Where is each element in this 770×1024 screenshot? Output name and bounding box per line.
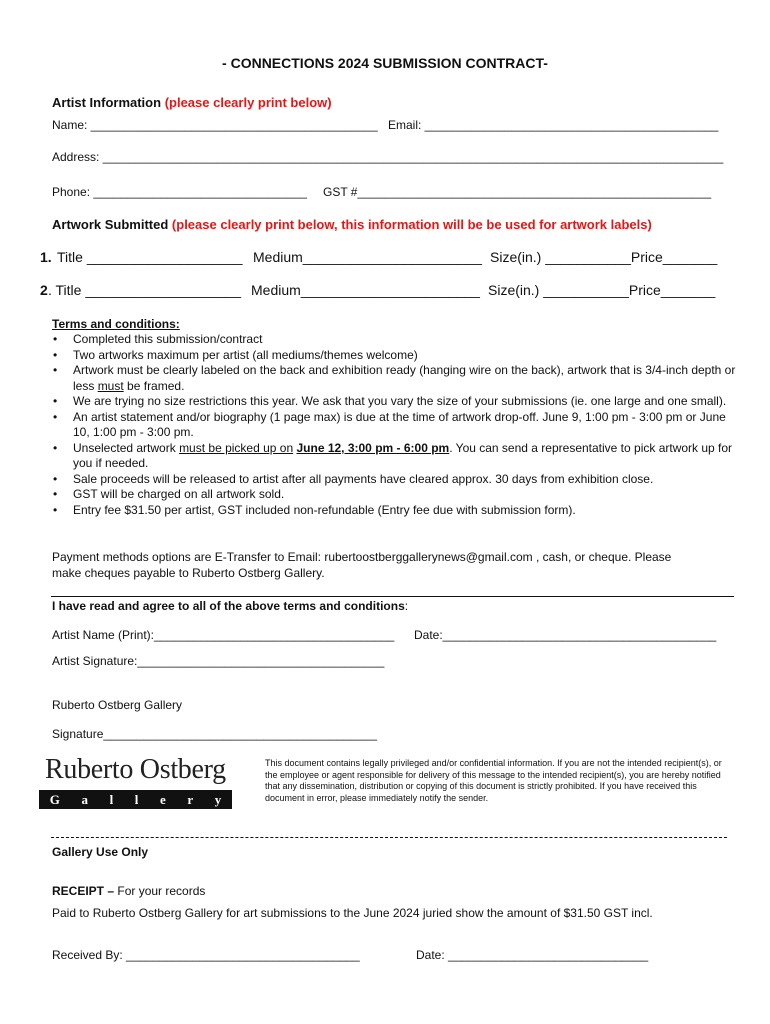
- terms-heading: Terms and conditions:: [52, 317, 180, 331]
- phone-field[interactable]: Phone: ________________________________: [52, 185, 307, 199]
- agreement-date-field[interactable]: Date:_________________________________________: [414, 628, 717, 642]
- terms-item: • Sale proceeds will be released to artist after all payments have cleared approx. 30 days from exhibition close.: [52, 472, 737, 488]
- artwork-note: (please clearly print below, this information will be be used for artwork labels): [171, 217, 652, 232]
- artwork-2-medium-field[interactable]: Medium_______________________: [251, 282, 480, 298]
- gallery-logo-band: G a l l e r y: [39, 790, 232, 809]
- address-field[interactable]: Address: _____________________________________________________________________________________________: [52, 150, 724, 164]
- terms-list: [52, 332, 737, 518]
- name-field[interactable]: Name: ___________________________________________: [52, 118, 378, 132]
- artist-info-heading: [52, 95, 332, 110]
- email-field[interactable]: Email: ____________________________________________: [388, 118, 719, 132]
- terms-emphasis: must: [97, 378, 124, 393]
- terms-item: • Entry fee $31.50 per artist, GST included non-refundable (Entry fee due with submission form).: [52, 503, 737, 519]
- artwork-2-size-price-field[interactable]: Size(in.) ___________Price_______: [488, 282, 716, 298]
- artist-info-heading-text: Artist Information: [52, 95, 162, 110]
- artist-info-note: (please clearly print below): [164, 95, 332, 110]
- gallery-name: Ruberto Ostberg Gallery: [52, 698, 183, 712]
- page-title: - CONNECTIONS 2024 SUBMISSION CONTRACT-: [222, 55, 548, 71]
- received-by-field[interactable]: Received By: ___________________________________: [52, 948, 360, 962]
- artwork-1-size-price-field[interactable]: Size(in.) ___________Price_______: [490, 249, 718, 265]
- terms-item: • GST will be charged on all artwork sold.: [52, 487, 737, 503]
- receipt-date-field[interactable]: Date: ______________________________: [416, 948, 649, 962]
- artwork-heading: [52, 217, 652, 232]
- gallery-logo-wordmark: Ruberto Ostberg: [45, 754, 226, 785]
- receipt-heading: RECEIPT – For your records: [52, 884, 206, 898]
- confidentiality-notice: This document contains legally privileged and/or confidential information. If you are not the intended recipient(s), or the employee or agent responsible for delivery of this message to the intended recipient(s), you are hereby notified that any dissemination, distribution or copying of this document is strictly prohibited. If you have received this document in error, please immediately notify the sender.: [265, 758, 722, 803]
- gst-field[interactable]: GST #_____________________________________________________: [323, 185, 712, 199]
- terms-item: • Completed this submission/contract: [52, 332, 737, 348]
- gallery-use-heading: Gallery Use Only: [52, 845, 149, 859]
- payment-line-1: Payment methods options are E-Transfer to Email: rubertoostberggallerynews@gmail.com , cash, or cheque. Please: [52, 550, 672, 564]
- terms-item: • An artist statement and/or biography (1 page max) is due at the time of artwork drop-off. June 9, 1:00 pm - 3:00 pm or June 10, 1:00 pm - 3:00 pm.: [52, 410, 737, 441]
- artwork-heading-text: Artwork Submitted: [52, 217, 169, 232]
- receipt-paid-line: Paid to Ruberto Ostberg Gallery for art submissions to the June 2024 juried show the amount of $31.50 GST incl.: [52, 906, 653, 920]
- artwork-1-title-field[interactable]: Title ____________________: [57, 249, 243, 265]
- cut-line: [51, 837, 727, 838]
- agreement-statement: I have read and agree to all of the above terms and conditions:: [52, 599, 409, 613]
- payment-line-2: make cheques payable to Ruberto Ostberg Gallery.: [52, 566, 325, 580]
- pickup-date: June 12, 3:00 pm - 6:00 pm: [296, 440, 450, 455]
- artwork-1-medium-field[interactable]: Medium_______________________: [253, 249, 482, 265]
- gallery-signature-field[interactable]: Signature_________________________________________: [52, 727, 377, 741]
- artwork-row-1-number: 1.: [40, 249, 52, 265]
- artwork-2-title-field[interactable]: . Title ____________________: [48, 282, 242, 298]
- terms-item: • Artwork must be clearly labeled on the back and exhibition ready (hanging wire on the back), artwork that is 3/4-inch depth or less must be framed.: [52, 363, 737, 394]
- section-divider: [51, 596, 734, 597]
- terms-emphasis: must be picked up on: [179, 440, 294, 455]
- terms-item: • We are trying no size restrictions this year. We ask that you vary the size of your submissions (ie. one large and one small).: [52, 394, 737, 410]
- artist-signature-field[interactable]: Artist Signature:_____________________________________: [52, 654, 385, 668]
- artwork-row-2-number: 2: [40, 282, 48, 298]
- terms-item: • Two artworks maximum per artist (all mediums/themes welcome): [52, 348, 737, 364]
- terms-item: • Unselected artwork must be picked up on June 12, 3:00 pm - 6:00 pm. You can send a representative to pick artwork up for you if needed.: [52, 441, 737, 472]
- artist-name-field[interactable]: Artist Name (Print):____________________________________: [52, 628, 395, 642]
